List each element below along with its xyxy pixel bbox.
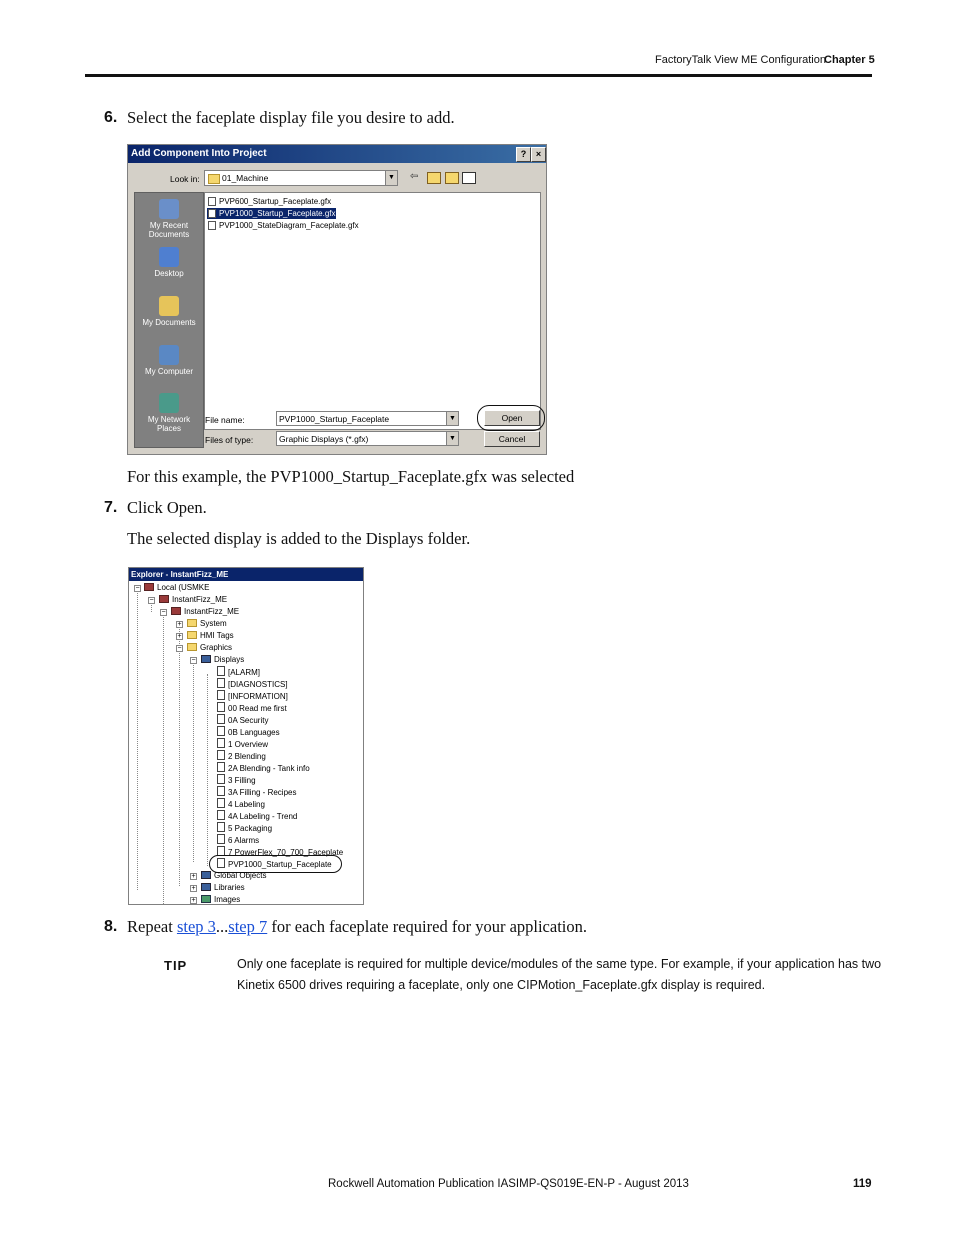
display-item[interactable]: 2A Blending - Tank info <box>217 762 310 774</box>
tree-node-system[interactable]: System <box>187 618 227 630</box>
tree-node-global-objects[interactable]: Global Objects <box>201 870 266 882</box>
page-number: 119 <box>853 1178 872 1190</box>
tree-node-instantfizz[interactable]: InstantFizz_ME <box>159 594 227 606</box>
recent-documents-icon <box>159 199 179 219</box>
tree-node-hmi-tags[interactable]: HMI Tags <box>187 630 234 642</box>
tree-node-graphics[interactable]: Graphics <box>187 642 232 654</box>
tip-line-1: Only one faceplate is required for multiple device/modules of the same type. For example, if your application has two <box>237 957 882 971</box>
file-type-select[interactable] <box>276 431 459 446</box>
file-name-label: File name: <box>205 415 245 425</box>
tip-line-2: Kinetix 6500 drives requiring a faceplate, only one CIPMotion_Faceplate.gfx display is required. <box>237 978 766 992</box>
display-file-icon <box>217 702 225 712</box>
place-computer-label: My Computer <box>144 367 193 376</box>
display-file-icon <box>217 726 225 736</box>
place-desktop[interactable] <box>135 247 203 278</box>
dialog-title: Add Component Into Project <box>131 148 267 159</box>
step-3-link[interactable]: step 3 <box>176 917 216 936</box>
back-icon[interactable]: ⇦ <box>410 171 419 182</box>
display-item[interactable]: 5 Packaging <box>217 822 272 834</box>
tree-node-images[interactable]: Images <box>201 894 240 905</box>
display-item[interactable]: 2 Blending <box>217 750 266 762</box>
display-item[interactable]: 1 Overview <box>217 738 268 750</box>
collapse-icon[interactable]: − <box>191 657 196 664</box>
my-documents-icon <box>159 296 179 316</box>
places-bar <box>134 192 204 448</box>
file-type-label: Files of type: <box>205 435 254 445</box>
application-icon <box>159 595 169 603</box>
expand-icon[interactable]: + <box>191 873 196 880</box>
explorer-panel <box>128 567 364 905</box>
display-file-icon <box>217 738 225 748</box>
dialog-caption: For this example, the PVP1000_Startup_Faceplate.gfx was selected <box>127 467 575 486</box>
explorer-title: Explorer - InstantFizz_ME <box>129 568 363 581</box>
display-item[interactable]: 00 Read me first <box>217 702 287 714</box>
tree-node-instantfizz-me[interactable]: InstantFizz_ME <box>171 606 239 618</box>
step-6-number: 6. <box>104 109 118 126</box>
header-rule <box>85 74 872 77</box>
expand-icon[interactable]: + <box>191 885 196 892</box>
file-icon <box>208 209 216 218</box>
display-file-icon <box>217 810 225 820</box>
place-computer[interactable] <box>135 345 203 376</box>
display-file-icon <box>217 750 225 760</box>
display-item[interactable]: [INFORMATION] <box>217 690 288 702</box>
folder-icon <box>208 174 220 184</box>
file-name-value: PVP1000_Startup_Faceplate <box>279 414 390 424</box>
display-item[interactable]: 4 Labeling <box>217 798 265 810</box>
display-file-icon <box>217 822 225 832</box>
place-network-label: My Network Places <box>147 415 191 433</box>
display-file-icon <box>217 798 225 808</box>
step-7-link[interactable]: step 7 <box>228 917 268 936</box>
display-file-icon <box>217 774 225 784</box>
place-desktop-label: Desktop <box>154 269 184 278</box>
step-7-text: Click Open. <box>127 498 207 517</box>
display-item-added[interactable]: PVP1000_Startup_Faceplate <box>217 858 332 870</box>
close-button[interactable]: × <box>531 147 546 162</box>
file-icon <box>208 221 216 230</box>
display-item[interactable]: [DIAGNOSTICS] <box>217 678 288 690</box>
step-8-number: 8. <box>104 918 118 935</box>
tip-text <box>237 954 882 996</box>
cancel-button[interactable]: Cancel <box>484 431 540 447</box>
tree-node-local[interactable]: Local (USMKE <box>144 582 209 594</box>
step-6-text: Select the faceplate display file you desire to add. <box>127 108 455 127</box>
displays-icon <box>201 655 211 663</box>
look-in-label: Look in: <box>170 174 200 184</box>
display-item[interactable]: 6 Alarms <box>217 834 259 846</box>
file-list[interactable] <box>204 192 541 430</box>
expand-icon[interactable]: + <box>177 621 182 628</box>
display-file-icon <box>217 690 225 700</box>
libraries-icon <box>201 883 211 891</box>
place-recent[interactable] <box>135 199 203 239</box>
footer-publication: Rockwell Automation Publication IASIMP-QS019E-EN-P - August 2013 <box>328 1178 689 1190</box>
display-file-icon <box>217 834 225 844</box>
display-file-icon <box>217 786 225 796</box>
global-objects-icon <box>201 871 211 879</box>
open-button[interactable]: Open <box>484 410 540 426</box>
look-in-combo[interactable] <box>204 170 398 186</box>
tip-label: TIP <box>164 958 188 973</box>
place-network[interactable] <box>135 393 203 433</box>
place-documents-label: My Documents <box>142 318 196 327</box>
expand-icon[interactable]: + <box>191 897 196 904</box>
display-file-icon <box>217 678 225 688</box>
place-documents[interactable] <box>135 296 203 327</box>
up-folder-icon[interactable] <box>427 172 441 184</box>
view-menu-icon[interactable] <box>462 172 476 184</box>
project-icon <box>171 607 181 615</box>
display-item[interactable]: 3A Filling - Recipes <box>217 786 296 798</box>
open-highlight-circle <box>477 405 545 431</box>
running-header-chapter: Chapter 5 <box>824 54 875 66</box>
folder-icon <box>187 619 197 627</box>
folder-open-icon <box>187 643 197 651</box>
display-file-icon <box>217 714 225 724</box>
file-icon <box>208 197 216 206</box>
tree-node-libraries[interactable]: Libraries <box>201 882 245 894</box>
collapse-icon[interactable]: − <box>135 585 140 592</box>
file-item-selected[interactable]: PVP1000_Startup_Faceplate.gfx <box>207 208 336 219</box>
display-file-icon <box>217 666 225 676</box>
desktop-icon <box>159 247 179 267</box>
new-folder-icon[interactable] <box>445 172 459 184</box>
collapse-icon[interactable]: − <box>177 645 182 652</box>
file-item[interactable]: PVP600_Startup_Faceplate.gfx <box>207 196 331 207</box>
chevron-down-icon[interactable]: ▼ <box>446 432 458 445</box>
display-item[interactable]: 3 Filling <box>217 774 256 786</box>
display-item[interactable]: 0B Languages <box>217 726 280 738</box>
look-in-value: 01_Machine <box>222 173 269 183</box>
place-recent-label: My Recent Documents <box>148 221 190 239</box>
file-name-field[interactable] <box>276 411 459 426</box>
step-7-number: 7. <box>104 499 118 516</box>
chevron-down-icon[interactable]: ▼ <box>385 171 397 185</box>
server-icon <box>144 583 154 591</box>
display-item[interactable]: [ALARM] <box>217 666 260 678</box>
help-button[interactable]: ? <box>516 147 531 162</box>
my-computer-icon <box>159 345 179 365</box>
add-component-dialog <box>127 144 547 455</box>
dialog-title-bar <box>128 145 546 163</box>
images-icon <box>201 895 211 903</box>
display-item[interactable]: 0A Security <box>217 714 268 726</box>
expand-icon[interactable]: + <box>177 633 182 640</box>
tree-node-displays[interactable]: Displays <box>201 654 244 666</box>
chevron-down-icon[interactable]: ▼ <box>446 412 458 425</box>
display-item[interactable]: 7 PowerFlex_70_700_Faceplate <box>217 846 343 858</box>
display-file-icon <box>217 762 225 772</box>
file-type-value: Graphic Displays (*.gfx) <box>279 434 369 444</box>
collapse-icon[interactable]: − <box>149 597 154 604</box>
step-7-note: The selected display is added to the Displays folder. <box>127 529 471 548</box>
collapse-icon[interactable]: − <box>161 609 166 616</box>
network-places-icon <box>159 393 179 413</box>
display-item[interactable]: 4A Labeling - Trend <box>217 810 297 822</box>
running-header-section: FactoryTalk View ME Configuration <box>655 54 826 66</box>
file-item[interactable]: PVP1000_StateDiagram_Faceplate.gfx <box>207 220 359 231</box>
folder-icon <box>187 631 197 639</box>
step-8-text: Repeat step 3...step 7 for each faceplate required for your application. <box>127 917 588 936</box>
